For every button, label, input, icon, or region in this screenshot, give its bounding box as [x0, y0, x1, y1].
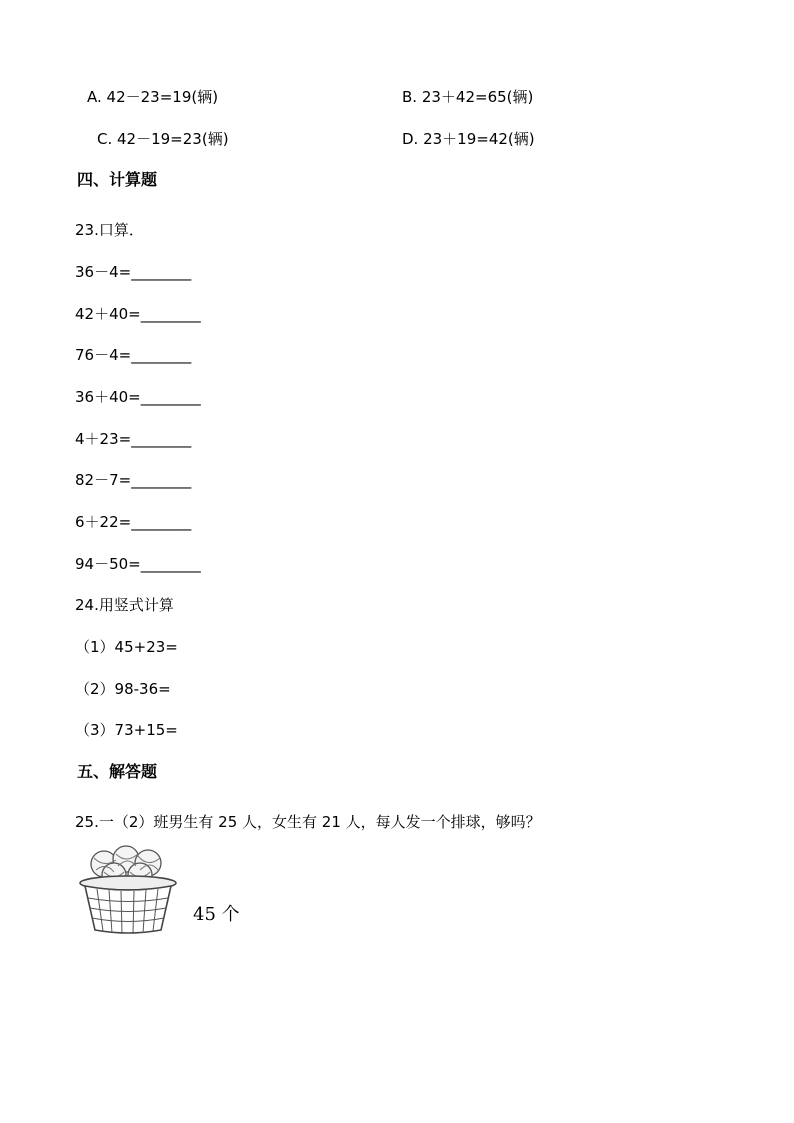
question-25-prompt: 25.一（2）班男生有 25 人，女生有 21 人，每人发一个排球，够吗？ [75, 813, 541, 831]
option-d: D. 23＋19=42(辆) [402, 130, 535, 148]
mental-math-item: 42＋40=________ [75, 305, 201, 323]
question-23-prompt: 23.口算． [75, 221, 144, 239]
vertical-calc-item: （1）45+23= [75, 638, 178, 656]
section-4-title: 四、计算题 [77, 170, 158, 189]
section-5-title: 五、解答题 [77, 762, 158, 781]
option-c: C. 42－19=23(辆) [97, 130, 229, 148]
mental-math-item: 76－4=________ [75, 346, 192, 364]
mental-math-item: 4＋23=________ [75, 430, 192, 448]
ball-count-label: 45 个 [193, 904, 240, 925]
mental-math-item: 82－7=________ [75, 471, 192, 489]
mental-math-item: 36－4=________ [75, 263, 192, 281]
mental-math-item: 36＋40=________ [75, 388, 201, 406]
vertical-calc-item: （2）98-36= [75, 680, 171, 698]
option-b: B. 23＋42=65(辆) [402, 88, 534, 106]
mental-math-item: 94－50=________ [75, 555, 201, 573]
mental-math-item: 6＋22=________ [75, 513, 192, 531]
vertical-calc-item: （3）73+15= [75, 721, 178, 739]
volleyball-basket-icon [78, 842, 178, 937]
option-a: A. 42－23=19(辆) [87, 88, 219, 106]
question-24-prompt: 24.用竖式计算 [75, 596, 174, 614]
